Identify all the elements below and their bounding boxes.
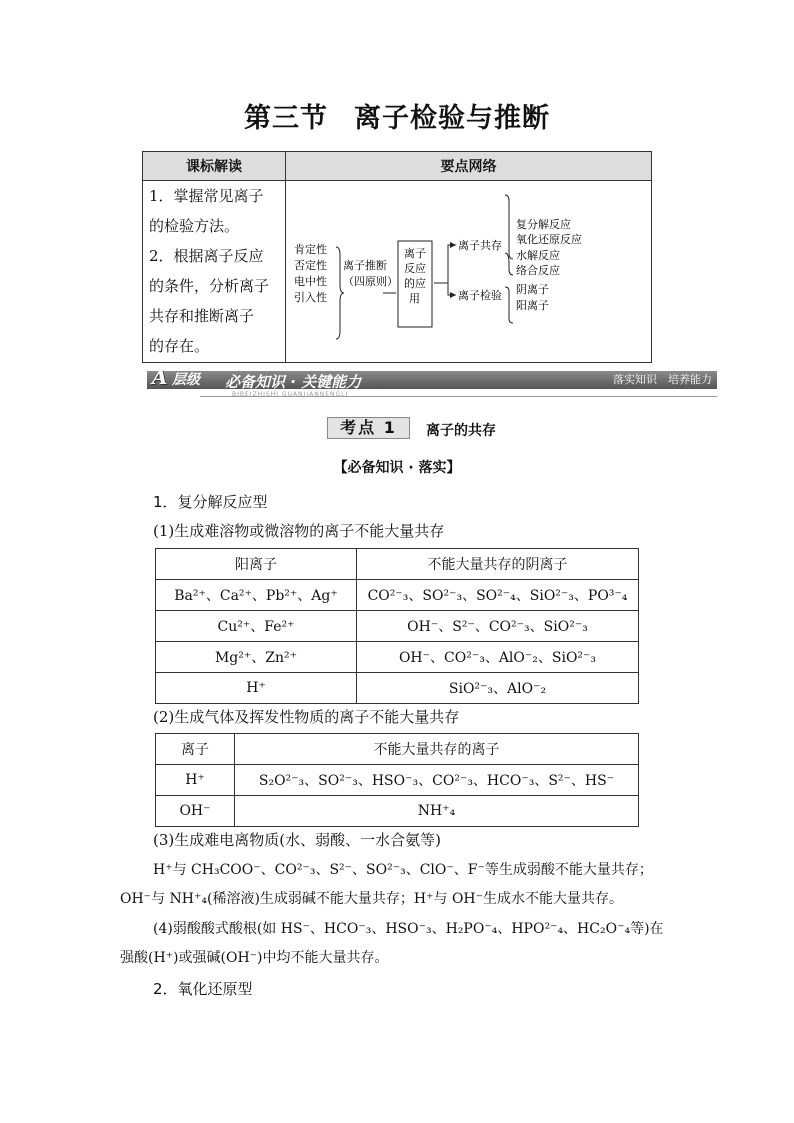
table2-header-incompatible: 不能大量共存的离子 xyxy=(235,734,639,765)
section-1-heading: 1．复分解反应型 xyxy=(153,493,268,511)
table1-header-anion: 不能大量共存的阴离子 xyxy=(357,549,639,580)
section-2-heading: 2．氧化还原型 xyxy=(153,980,253,998)
insoluble-table xyxy=(155,548,639,704)
center-2: 反应 xyxy=(404,262,426,275)
subsection-2: (2)生成气体及挥发性物质的离子不能大量共存 xyxy=(153,708,460,726)
test-item-2: 阳离子 xyxy=(516,299,549,312)
gas-table xyxy=(155,733,639,827)
table2-header-ion: 离子 xyxy=(156,734,235,765)
paragraph-1: H⁺与 CH₃COO⁻、CO²⁻₃、S²⁻、SO²⁻₃、ClO⁻、F⁻等生成弱酸不能大量共存； xyxy=(153,862,653,878)
overview-table xyxy=(142,151,652,363)
band-level: 层级 xyxy=(172,372,200,388)
table-row: H⁺ SiO²⁻₃、AlO⁻₂ xyxy=(156,673,639,704)
principle-3: 电中性 xyxy=(294,275,327,288)
table1-header-cation: 阳离子 xyxy=(156,549,357,580)
coexist-item-4: 络合反应 xyxy=(516,264,560,277)
col-header-network: 要点网络 xyxy=(286,152,652,181)
col-header-standard: 课标解读 xyxy=(143,152,286,181)
standard-text: 1．掌握常见离子 的检验方法。 2．根据离子反应 的条件，分析离子 共存和推断离子 的存在。 xyxy=(143,181,286,363)
band-pinyin: BIBEIZHISHI GUANJIANNENGLI xyxy=(232,391,349,398)
network-diagram xyxy=(286,181,652,363)
kaodian-title: 离子的共存 xyxy=(426,423,496,439)
paragraph-4: 强酸(H⁺)或强碱(OH⁻)中均不能大量共存。 xyxy=(120,950,389,966)
subsection-3: (3)生成难电离物质(水、弱酸、一水合氨等) xyxy=(153,831,441,849)
table-row: OH⁻ NH⁺₄ xyxy=(156,796,639,827)
principle-2: 否定性 xyxy=(294,259,327,272)
coexist-label: 离子共存 xyxy=(458,239,502,252)
coexist-item-1: 复分解反应 xyxy=(516,218,571,231)
paragraph-3: (4)弱酸酸式酸根(如 HS⁻、HCO⁻₃、HSO⁻₃、H₂PO⁻₄、HPO²⁻₄、HC₂O⁻₄等)在 xyxy=(153,921,664,937)
must-know-heading: 【必备知识 · 落实】 xyxy=(333,460,461,476)
kaodian-badge: 考点 1 xyxy=(327,417,410,439)
infer-sub: （四原则） xyxy=(343,275,398,288)
band-slogan: 落实知识 培养能力 xyxy=(613,373,712,386)
table-row: Ba²⁺、Ca²⁺、Pb²⁺、Ag⁺ CO²⁻₃、SO²⁻₃、SO²⁻₄、SiO²⁻₃、PO³⁻₄ xyxy=(156,580,639,611)
paragraph-2: OH⁻与 NH⁺₄(稀溶液)生成弱碱不能大量共存；H⁺与 OH⁻生成水不能大量共存。 xyxy=(120,891,624,907)
band-letter: A xyxy=(152,365,168,389)
test-label: 离子检验 xyxy=(458,289,502,302)
principle-1: 肯定性 xyxy=(294,243,327,256)
center-1: 离子 xyxy=(404,247,426,260)
center-4: 用 xyxy=(409,292,420,305)
page-title: 第三节 离子检验与推断 xyxy=(244,103,550,134)
coexist-item-3: 水解反应 xyxy=(516,249,560,262)
table-row: Cu²⁺、Fe²⁺ OH⁻、S²⁻、CO²⁻₃、SiO²⁻₃ xyxy=(156,611,639,642)
center-3: 的应 xyxy=(404,277,426,290)
infer-label: 离子推断 xyxy=(343,259,387,272)
band-title: 必备知识 · 关键能力 xyxy=(225,373,362,391)
principle-4: 引入性 xyxy=(294,291,327,304)
test-item-1: 阴离子 xyxy=(516,283,549,296)
subsection-1: (1)生成难溶物或微溶物的离子不能大量共存 xyxy=(153,522,445,540)
table-row: Mg²⁺、Zn²⁺ OH⁻、CO²⁻₃、AlO⁻₂、SiO²⁻₃ xyxy=(156,642,639,673)
coexist-item-2: 氧化还原反应 xyxy=(516,233,582,246)
table-row: H⁺ S₂O²⁻₃、SO²⁻₃、HSO⁻₃、CO²⁻₃、HCO⁻₃、S²⁻、HS⁻ xyxy=(156,765,639,796)
